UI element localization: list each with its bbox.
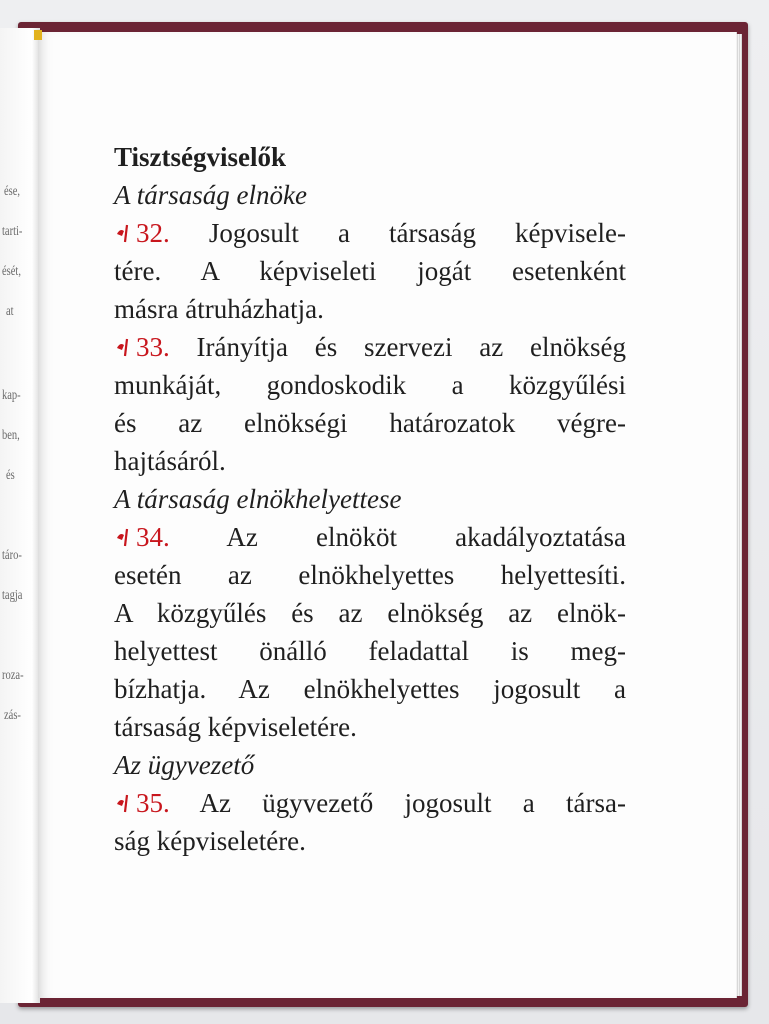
left-page-fragment: ését, xyxy=(2,264,21,279)
left-page-fragment: ben, xyxy=(2,428,20,443)
section-mark-icon xyxy=(114,526,136,548)
left-page-fragment: zás- xyxy=(4,708,21,723)
paragraph-line: munkáját, gondoskodik a közgyűlési xyxy=(114,370,626,400)
left-page-fragment: tagja xyxy=(2,588,23,603)
left-page-fragment: roza- xyxy=(2,668,24,683)
left-page-fragment: at xyxy=(6,304,14,319)
paragraph-line: 34. Az elnököt akadályoztatása xyxy=(114,518,626,556)
paragraph-line: és az elnökségi határozatok végre- xyxy=(114,408,626,438)
paragraph-number: 32. xyxy=(114,218,170,248)
page-edge xyxy=(736,34,742,996)
subsection-title: Az ügyvezető xyxy=(114,750,255,780)
subsection-title: A társaság elnökhelyettese xyxy=(114,484,402,514)
paragraph-line: A közgyűlés és az elnökség az elnök- xyxy=(114,598,626,628)
paragraph-line: 35. Az ügyvezető jogosult a társa- xyxy=(114,784,626,822)
section-mark-icon xyxy=(114,336,136,358)
paragraph-line: másra átruházhatja. xyxy=(114,294,324,324)
paragraph-line: 32. Jogosult a társaság képvisele- xyxy=(114,214,626,252)
section-mark-icon xyxy=(114,222,136,244)
paragraph-line: tére. A képviseleti jogát esetenként xyxy=(114,256,626,286)
left-page-fragment: tarti- xyxy=(2,224,23,239)
subsection-title: A társaság elnöke xyxy=(114,180,307,210)
paragraph-line: bízhatja. Az elnökhelyettes jogosult a xyxy=(114,674,626,704)
left-page-fragment: ése, xyxy=(4,184,21,199)
paragraph-line: esetén az elnökhelyettes helyettesíti. xyxy=(114,560,626,590)
left-page xyxy=(0,28,40,1003)
section-mark-icon xyxy=(114,792,136,814)
paragraph-line: társaság képviseletére. xyxy=(114,712,357,742)
bookmark-ribbon xyxy=(34,30,42,40)
paragraph-line: hajtásáról. xyxy=(114,446,226,476)
left-page-fragment: táro- xyxy=(2,548,22,563)
left-page-fragment: kap- xyxy=(2,388,21,403)
section-heading: Tisztségviselők xyxy=(114,142,287,172)
paragraph-number: 33. xyxy=(114,332,170,362)
paragraph-line: helyettest önálló feladattal is meg- xyxy=(114,636,626,666)
paragraph-number: 34. xyxy=(114,522,170,552)
paragraph-line: ság képviseletére. xyxy=(114,826,306,856)
left-page-fragment: és xyxy=(6,468,15,483)
paragraph-number: 35. xyxy=(114,788,170,818)
page-text xyxy=(114,138,626,860)
paragraph-line: 33. Irányítja és szervezi az elnökség xyxy=(114,328,626,366)
